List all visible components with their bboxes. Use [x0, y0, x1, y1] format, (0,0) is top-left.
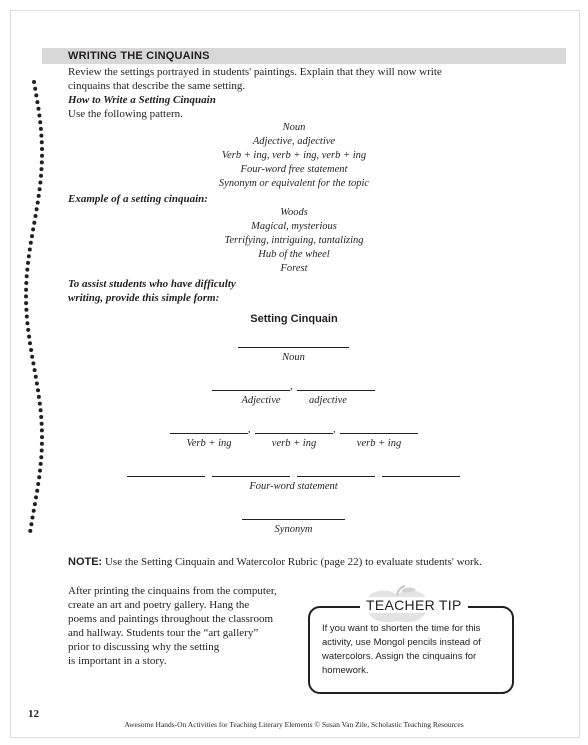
gallery-line: create an art and poetry gallery. Hang the	[68, 599, 250, 611]
decorative-dot	[40, 442, 44, 446]
statement-blank-4	[382, 476, 460, 477]
noun-blank	[238, 347, 349, 348]
pattern-line: Four-word free statement	[240, 164, 348, 175]
statement-blank-3	[297, 476, 375, 477]
comma: ,	[248, 423, 251, 435]
statement-label: Four-word statement	[249, 481, 338, 492]
adjective-label-1: Adjective	[241, 395, 281, 406]
decorative-dot	[30, 355, 34, 359]
decorative-dot	[31, 516, 35, 520]
pattern-line: Noun	[282, 122, 306, 133]
adjective-label-2: adjective	[309, 395, 347, 406]
decorative-dot	[33, 368, 37, 372]
decorative-dot	[24, 281, 28, 285]
synonym-blank	[242, 519, 345, 520]
decorative-dot	[37, 395, 41, 399]
decorative-dot	[37, 475, 41, 479]
adjective-blank-2	[297, 390, 375, 391]
adjective-blank-1	[212, 390, 290, 391]
pattern-line: Synonym or equivalent for the topic	[218, 178, 370, 189]
decorative-dot	[37, 107, 41, 111]
gallery-line: poems and paintings throughout the classroom	[68, 613, 273, 625]
comma: ,	[290, 380, 293, 392]
decorative-dot	[34, 495, 38, 499]
tip-line: If you want to shorten the time for this	[322, 623, 481, 634]
tip-line: homework.	[322, 665, 369, 676]
decorative-dot	[32, 509, 36, 513]
synonym-label: Synonym	[274, 524, 313, 535]
decorative-dot	[40, 422, 44, 426]
decorative-dot	[36, 482, 40, 486]
decorative-dot	[39, 455, 43, 459]
decorative-dot	[37, 194, 41, 198]
decorative-dot	[27, 335, 31, 339]
decorative-dot	[24, 294, 28, 298]
comma: ,	[333, 423, 336, 435]
verb-blank-3	[340, 433, 418, 434]
pattern-line: Adjective, adjective	[252, 136, 336, 147]
gallery-paragraph	[68, 584, 308, 668]
decorative-dot	[29, 348, 33, 352]
decorative-dot	[29, 522, 33, 526]
decorative-dot	[40, 428, 44, 432]
noun-label: Noun	[282, 352, 305, 363]
verb-label-3: verb + ing	[356, 438, 402, 449]
decorative-dot	[24, 301, 28, 305]
note-text: Use the Setting Cinquain and Watercolor Rubric (page 22) to evaluate students' work.	[104, 556, 482, 568]
form-title: Setting Cinquain	[250, 313, 338, 325]
decorative-dot	[36, 201, 40, 205]
example-line: Hub of the wheel	[258, 249, 330, 260]
verb-blank-2	[255, 433, 333, 434]
decorative-dot	[35, 100, 39, 104]
intro-text-line1: Review the settings portrayed in students' paintings. Explain that they will now write	[68, 66, 442, 78]
decorative-dot	[40, 435, 44, 439]
decorative-dot	[34, 93, 38, 97]
decorative-dot	[40, 449, 44, 453]
example-line: Forest	[280, 263, 308, 274]
section-heading: WRITING THE CINQUAINS	[68, 50, 210, 62]
pattern-line: Verb + ing, verb + ing, verb + ing	[221, 150, 367, 161]
decorative-dot	[32, 80, 36, 84]
teacher-tip-label: TEACHER TIP	[360, 597, 468, 613]
decorative-dot	[37, 114, 41, 118]
decorative-dot	[38, 469, 42, 473]
verb-blank-1	[170, 433, 248, 434]
gallery-line: and hallway. Students tour the “art gallery”	[68, 627, 259, 639]
footer-credit: Awesome Hands-On Activities for Teaching Literary Elements © Susan Van Zile, Scholastic Teaching Resources	[124, 720, 464, 729]
decorative-dot	[36, 388, 40, 392]
example-line: Magical, mysterious	[251, 221, 337, 232]
decorative-dot	[38, 402, 42, 406]
gallery-line: After printing the cinquains from the computer,	[68, 585, 277, 597]
verb-label-2: verb + ing	[271, 438, 317, 449]
how-to-heading: How to Write a Setting Cinquain	[68, 94, 216, 106]
decorative-dot	[31, 361, 35, 365]
decorative-dot	[39, 462, 43, 466]
decorative-dot	[26, 328, 30, 332]
statement-blank-1	[127, 476, 205, 477]
assist-heading-line2: writing, provide this simple form:	[68, 292, 220, 304]
intro-text-line2: cinquains that describe the same setting.	[68, 80, 246, 92]
decorative-dot	[35, 489, 39, 493]
note-line	[68, 556, 482, 568]
example-line: Terrifying, intriguing, tantalizing	[224, 235, 364, 246]
decorative-dot	[35, 382, 39, 386]
decorative-dot	[28, 341, 32, 345]
assist-heading-line1: To assist students who have difficulty	[68, 278, 236, 290]
gallery-line: is important in a story.	[68, 655, 167, 667]
page-number: 12	[28, 708, 39, 720]
verb-label-1: Verb + ing	[186, 438, 232, 449]
decorative-dot	[34, 375, 38, 379]
example-line: Woods	[280, 207, 308, 218]
decorative-dot	[33, 87, 37, 91]
decorative-dot	[28, 529, 32, 533]
use-pattern-text: Use the following pattern.	[68, 108, 183, 120]
teacher-tip-text	[322, 622, 500, 678]
decorative-dot	[33, 502, 37, 506]
tip-line: activity, use Mongol pencils instead of	[322, 637, 481, 648]
decorative-dot	[39, 408, 43, 412]
decorative-dot	[39, 415, 43, 419]
gallery-line: prior to discussing why the setting	[68, 641, 220, 653]
tip-line: watercolors. Assign the cinquains for	[322, 651, 477, 662]
decorative-dot	[24, 288, 28, 292]
note-label: NOTE:	[68, 556, 103, 568]
decorative-dot	[24, 308, 28, 312]
statement-blank-2	[212, 476, 290, 477]
example-heading: Example of a setting cinquain:	[68, 193, 208, 205]
